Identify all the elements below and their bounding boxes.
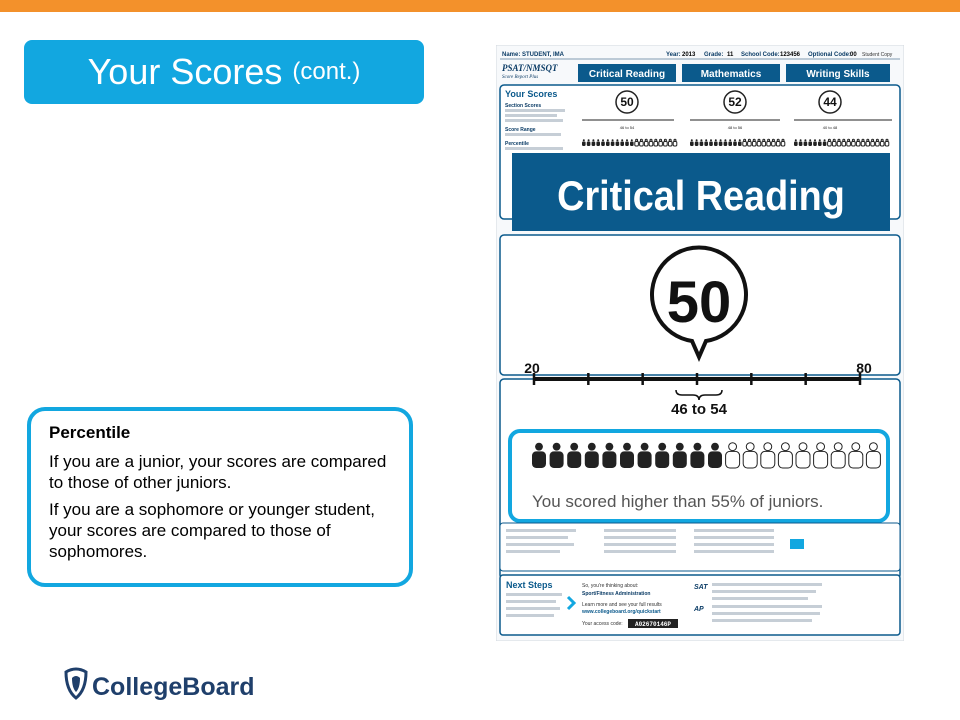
banner-text: Critical Reading — [557, 173, 845, 220]
mini-person-icon — [640, 139, 644, 146]
collegeboard-logo — [64, 664, 274, 704]
quickstart-url: www.collegeboard.org/quickstart — [582, 609, 661, 615]
mini-person-icon — [673, 139, 677, 146]
report-optional-code-label: Optional Code: — [808, 52, 851, 58]
note-paragraph-sophomores: If you are a sophomore or younger student, your scores are compared to those of sophomores. — [49, 500, 376, 561]
mini-person-icon — [767, 139, 771, 146]
mini-person-icon — [748, 139, 752, 146]
scale-max: 80 — [856, 360, 872, 376]
access-code: A02670146P — [634, 621, 672, 628]
mini-person-icon — [654, 139, 658, 146]
your-scores-heading: Your Scores — [505, 89, 558, 99]
learn-more: Learn more and see your full results — [582, 602, 662, 608]
percentile-small-label: Percentile — [505, 141, 529, 147]
small-range-writing: 40 to 48 — [822, 125, 838, 130]
mini-person-icon — [635, 139, 639, 146]
mini-person-icon — [757, 139, 761, 146]
sat-logo: SAT — [694, 584, 708, 591]
report-copy: Student Copy — [862, 52, 893, 58]
mini-person-icon — [842, 139, 846, 146]
small-score-math: 52 — [728, 95, 742, 109]
report-tabs — [578, 64, 890, 82]
mini-person-icon — [885, 139, 889, 146]
mini-person-icon — [781, 139, 785, 146]
mini-person-icon — [876, 139, 880, 146]
report-brand-sub: Score Report Plus — [502, 75, 539, 80]
report-year-label: Year: — [666, 52, 681, 58]
score-range: 46 to 54 — [671, 401, 727, 418]
small-score-writing: 44 — [823, 95, 837, 109]
mini-person-icon — [828, 139, 832, 146]
mini-person-icon — [832, 139, 836, 146]
mini-person-icon — [743, 139, 747, 146]
report-brand: PSAT/NMSQT — [502, 63, 558, 73]
note-paragraph-juniors: If you are a junior, your scores are compared to those of other juniors. — [49, 452, 387, 492]
small-score-cr: 50 — [620, 95, 634, 109]
ap-logo: AP — [694, 606, 704, 613]
mini-person-icon — [856, 139, 860, 146]
small-range-cr: 46 to 54 — [619, 125, 635, 130]
report-grade-label: Grade: — [704, 52, 724, 58]
slide-title-cont: (cont.) — [292, 58, 361, 85]
report-school-code: 123456 — [780, 52, 801, 58]
mini-person-icon — [752, 139, 756, 146]
mini-person-icon — [776, 139, 780, 146]
mini-person-icon — [852, 139, 856, 146]
mini-person-icon — [880, 139, 884, 146]
slide-title-box — [24, 40, 424, 104]
career-choice: Sport/Fitness Administration — [582, 591, 651, 597]
mini-person-icon — [668, 139, 672, 146]
mini-person-icon — [664, 139, 668, 146]
mini-person-icon — [847, 139, 851, 146]
report-grade: 11 — [727, 52, 734, 58]
mini-person-icon — [772, 139, 776, 146]
scale-min: 20 — [524, 360, 540, 376]
big-score: 50 — [666, 270, 732, 335]
score-range-label: Score Range — [505, 127, 536, 133]
slide-title: Your Scores — [87, 51, 283, 92]
score-report-image — [496, 45, 904, 641]
report-year: 2013 — [682, 52, 696, 58]
mini-person-icon — [871, 139, 875, 146]
tab-mathematics: Mathematics — [700, 69, 762, 80]
mini-person-icon — [861, 139, 865, 146]
mini-person-icon — [837, 139, 841, 146]
mini-person-icon — [649, 139, 653, 146]
tab-writing-skills: Writing Skills — [806, 69, 870, 80]
section-scores-label: Section Scores — [505, 103, 542, 109]
mini-person-icon — [644, 139, 648, 146]
note-heading: Percentile — [49, 423, 131, 442]
logo-wordmark: CollegeBoard — [92, 673, 255, 701]
tab-critical-reading: Critical Reading — [588, 69, 666, 80]
mini-person-icon — [659, 139, 663, 146]
access-code-label: Your access code: — [582, 621, 623, 627]
next-steps-heading: Next Steps — [506, 580, 553, 590]
thinking-about: So, you're thinking about: — [582, 583, 639, 589]
percentile-text: You scored higher than 55% of juniors. — [532, 492, 824, 511]
top-accent-bar — [0, 0, 960, 12]
percentile-note — [27, 407, 413, 587]
report-school-code-label: School Code: — [741, 52, 780, 58]
laptop-icon — [790, 539, 804, 549]
mini-person-icon — [762, 139, 766, 146]
small-range-math: 48 to 56 — [727, 125, 743, 130]
report-optional-code: 00 — [850, 52, 857, 58]
score-report-svg — [496, 45, 904, 641]
report-name: Name: STUDENT, IMA — [502, 52, 565, 58]
mini-person-icon — [866, 139, 870, 146]
